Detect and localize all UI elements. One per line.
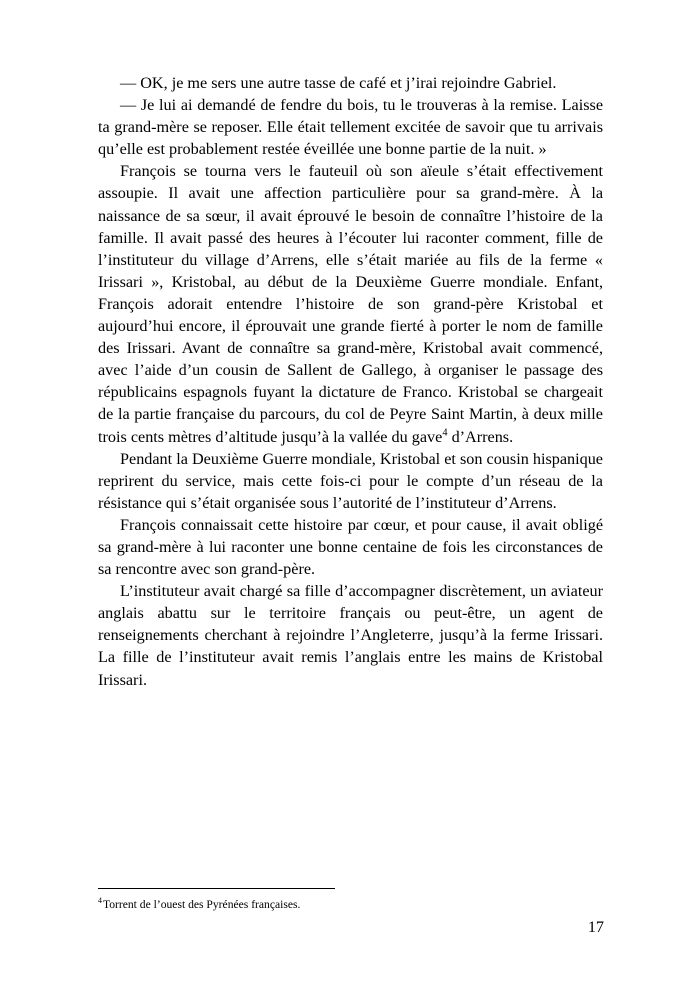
paragraph-narrative-2: Pendant la Deuxième Guerre mondiale, Kristobal et son cousin hispanique reprirent du service, mais cette fois-ci pour le compte d’un réseau de la résistance qui s’était organisée sous l’autorité de l’instituteur d’Arrens. [98,449,603,512]
paragraph-narrative-1-tail: d’Arrens. [447,427,514,446]
footnote-entry [98,897,603,912]
footnote-number: 4 [98,896,102,906]
footnote-separator-rule [98,888,335,889]
footnote-area [98,888,603,912]
paragraph-narrative-1 [98,160,603,447]
paragraph-narrative-3: François connaissait cette histoire par cœur, et pour cause, il avait obligé sa grand-mère à lui raconter une bonne centaine de fois les circonstances de sa rencontre avec son grand-père. [98,515,603,579]
page-body-text [98,72,603,691]
footnote-reference-marker[interactable]: 4 [442,427,448,439]
footnote-body-text: Torrent de l’ouest des Pyrénées françaises. [102,898,301,911]
page-number: 17 [587,918,604,936]
paragraph-dialogue-2: — Je lui ai demandé de fendre du bois, tu le trouveras à la remise. Laisse ta grand-mère se reposer. Elle était tellement excitée de savoir que tu arrivais qu’elle est probablement restée éveillée une bonne partie de la nuit. » [98,96,603,159]
paragraph-dialogue-1: — OK, je me sers une autre tasse de café et j’irai rejoindre Gabriel. [120,74,557,92]
paragraph-narrative-4: L’instituteur avait chargé sa fille d’accompagner discrètement, un aviateur anglais abattu sur le territoire français ou peut-être, un agent de renseignements cherchant à rejoindre l’Angleterre, jusqu’à la ferme Irissari. La fille de l’instituteur avait remis l’anglais entre les mains de Kristobal Irissari. [98,582,603,689]
paragraph-narrative-1-text: François se tourna vers le fauteuil où son aïeule s’était effectivement assoupie. Il avait une affection particulière pour sa grand-mère. À la naissance de sa sœur, il avait éprouvé le besoin de connaître l’histoire de la famille. Il avait passé des heures à l’écouter lui raconter comment, fille de l’instituteur du village d’Arrens, elle s’était mariée au fils de la ferme « Irissari », Kristobal, au début de la Deuxième Guerre mondiale. Enfant, François adorait entendre l’histoire de son grand-père Kristobal et aujourd’hui encore, il éprouvait une grande fierté à porter le nom de famille des Irissari. Avant de connaître sa grand-mère, Kristobal avait commencé, avec l’aide d’un cousin de Sallent de Gallego, à organiser le passage des républicains espagnols fuyant la dictature de Franco. Kristobal se chargeait de la partie française du parcours, du col de Peyre Saint Martin, à deux mille trois cents mètres d’altitude jusqu’à la vallée du gave [98,162,603,446]
